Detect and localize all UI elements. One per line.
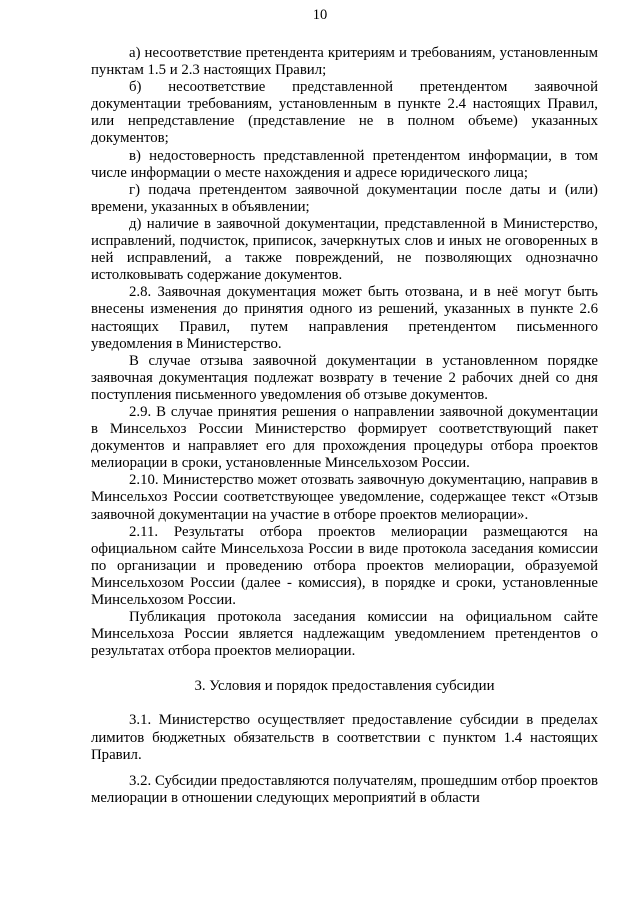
publication-paragraph: Публикация протокола заседания комиссии на официальном сайте Минсельхоза России является надлежащим уведомлением претендентов о результатах отбора проектов мелиорации. bbox=[91, 609, 598, 660]
document-body bbox=[91, 45, 598, 807]
clause-g-paragraph: г) подача претендентом заявочной документации после даты и (или) времени, указанных в объявлении; bbox=[91, 181, 598, 215]
section-3-2-paragraph: 3.2. Субсидии предоставляются получателям, прошедшим отбор проектов мелиорации в отношении следующих мероприятий в области bbox=[91, 772, 598, 806]
section-2-8-paragraph: 2.8. Заявочная документация может быть отозвана, и в неё могут быть внесены изменения до принятия одного из решений, указанных в пункте 2.6 настоящих Правил, путем направления претендентом письменного уведомления в Министерство. bbox=[91, 284, 598, 352]
clause-a-paragraph: а) несоответствие претендента критериям и требованиям, установленным пунктам 1.5 и 2.3 настоящих Правил; bbox=[91, 45, 598, 79]
section-2-11-paragraph: 2.11. Результаты отбора проектов мелиорации размещаются на официальном сайте Минсельхоза России в виде протокола заседания комиссии по организации и проведению отбора проектов мелиорации, образуемой Минсельхозом России (далее - комиссия), в порядке и сроки, установленные Минсельхозом России. bbox=[91, 523, 598, 608]
section-2-9-paragraph: 2.9. В случае принятия решения о направлении заявочной документации в Минсельхоз России Министерство формирует соответствующий пакет документов и направляет его для прохождения процедуры отбора проектов мелиорации в сроки, установленные Минсельхозом России. bbox=[91, 403, 598, 472]
clause-d-paragraph: д) наличие в заявочной документации, представленной в Министерство, исправлений, подчисток, приписок, зачеркнутых слов и иных не оговоренных в ней исправлений, а также повреждений, не позволяющих однозначно истолковывать содержание документов. bbox=[91, 215, 598, 284]
section-3-heading: 3. Условия и порядок предоставления субсидии bbox=[194, 678, 495, 695]
page-number: 10 bbox=[312, 7, 328, 23]
clause-v-paragraph: в) недостоверность представленной претендентом информации, в том числе информации о месте нахождения и адресе юридического лица; bbox=[91, 147, 598, 181]
section-2-10-paragraph: 2.10. Министерство может отозвать заявочную документацию, направив в Минсельхоз России соответствующее уведомление, содержащее текст «Отзыв заявочной документации на участие в отборе проектов мелиорации». bbox=[91, 472, 598, 523]
withdrawal-paragraph: В случае отзыва заявочной документации в установленном порядке заявочная документация подлежат возврату в течение 2 рабочих дней со дня поступления письменного уведомления об отзыве документов. bbox=[91, 352, 598, 403]
clause-b-paragraph: б) несоответствие представленной претендентом заявочной документации требованиям, установленным в пункте 2.4 настоящих Правил, или непредставление (представление не в полном объеме) указанных документов; bbox=[91, 79, 598, 147]
section-3-1-paragraph: 3.1. Министерство осуществляет предоставление субсидии в пределах лимитов бюджетных обязательств в соответствии с пунктом 1.4 настоящих Правил. bbox=[91, 712, 598, 763]
